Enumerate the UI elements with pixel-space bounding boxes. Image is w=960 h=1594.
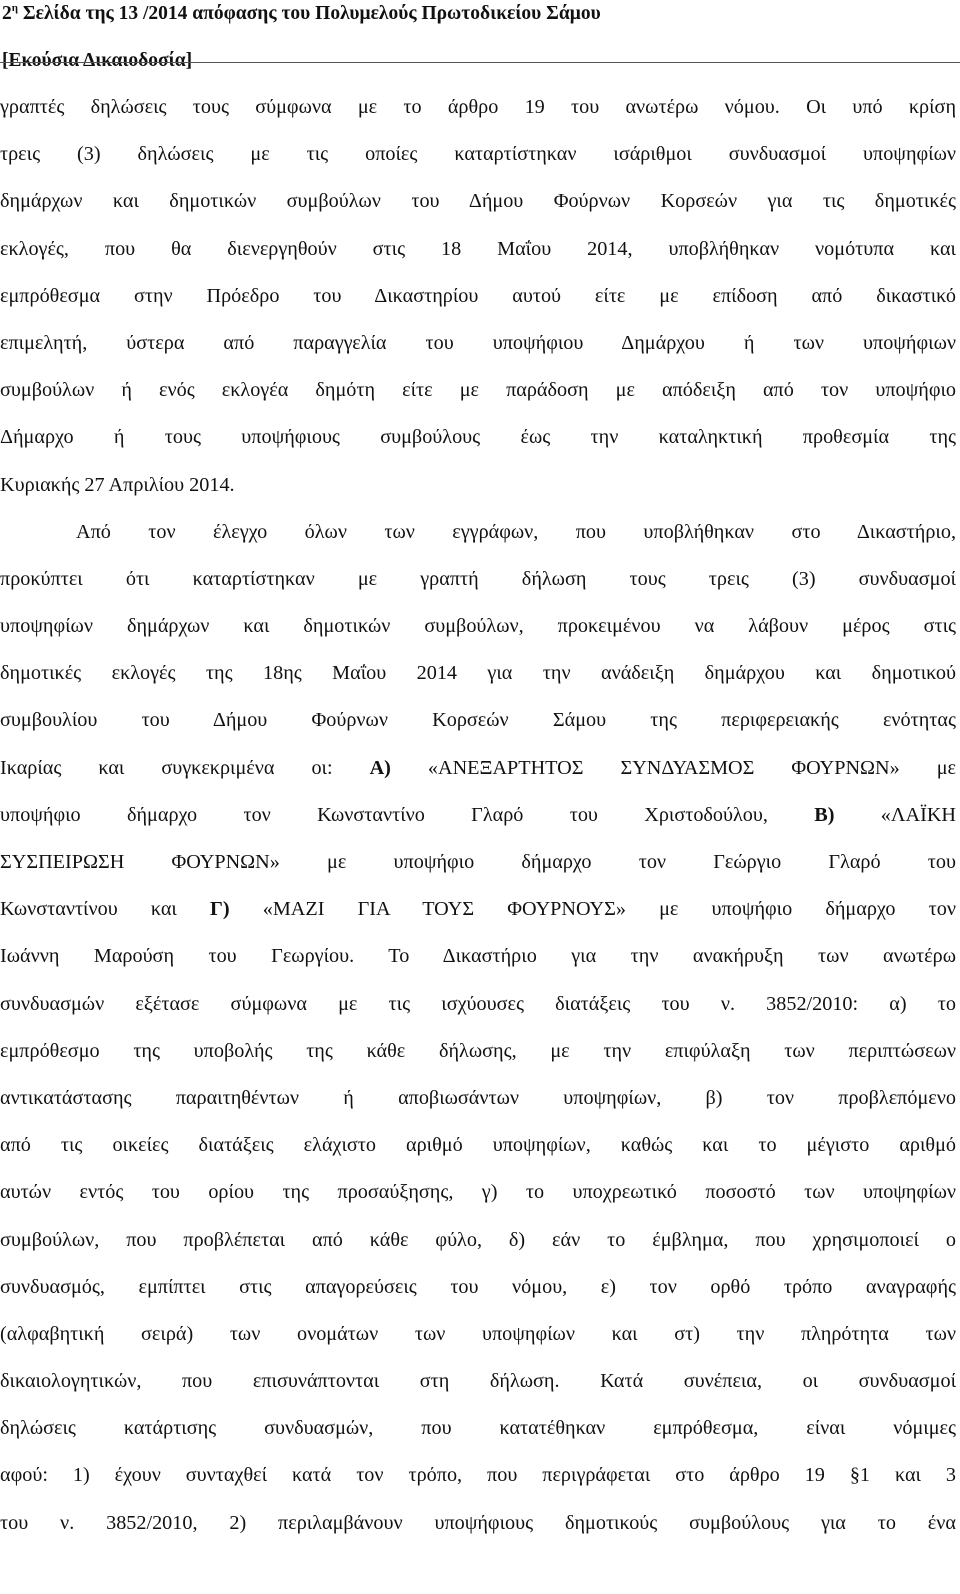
text-line: υποψηφίων δημάρχων και δημοτικών συμβούλων, προκειμένου να λάβουν μέρος στις [0,615,956,638]
text-line: τρεις (3) δηλώσεις με τις οποίες καταρτίστηκαν ισάριθμοι συνδυασμοί υποψηφίων [0,143,956,166]
text-line: ΣΥΣΠΕΙΡΩΣΗ ΦΟΥΡΝΩΝ» με υποψήφιο δήμαρχο τον Γεώργιο Γλαρό του [0,851,956,873]
header-title-text: Σελίδα της 13 /2014 απόφασης του Πολυμελούς Πρωτοδικείου Σάμου [18,3,601,24]
text-line: συνδυασμός, εμπίπτει στις απαγορεύσεις του νόμου, ε) τον ορθό τρόπο αναγραφής [0,1275,956,1298]
text-fragment: Κωνσταντίνου και [0,898,211,921]
list-marker-b: Β) [814,803,835,826]
text-line: εκλογές, που θα διενεργηθούν στις 18 Μαΐου 2014, υποβλήθηκαν νομότυπα και [0,237,956,260]
header-divider [0,62,960,63]
text-line: εμπρόθεσμο της υποβολής της κάθε δήλωσης, με την επιφύλαξη των περιπτώσεων [0,1039,956,1062]
text-fragment: «ΛΑΪΚΗ [834,803,956,826]
text-line [0,745,956,792]
text-line: συνδυασμών εξέτασε σύμφωνα με τις ισχύουσες διατάξεις του ν. 3852/2010: α) το [0,992,956,1015]
text-fragment: «ΑΝΕΞΑΡΤΗΤΟΣ ΣΥΝΔΥΑΣΜΟΣ ΦΟΥΡΝΩΝ» με [390,756,957,779]
text-line: Κυριακής 27 Απριλίου 2014. [0,473,235,496]
text-line: Ιωάννη Μαρούση του Γεωργίου. Το Δικαστήριο για την ανακήρυξη των ανωτέρω [0,945,956,968]
text-line: (αλφαβητική σειρά) των ονομάτων των υποψηφίων και στ) την πληρότητα των [0,1322,956,1345]
list-marker-c: Γ) [210,898,230,921]
text-line: συμβούλων, που προβλέπεται από κάθε φύλο, δ) εάν το έμβλημα, που χρησιμοποιεί ο [0,1228,956,1251]
text-line: συμβουλίου του Δήμου Φούρνων Κορσεών Σάμου της περιφερειακής ενότητας [0,709,956,732]
text-line: δημοτικές εκλογές της 18ης Μαΐου 2014 για την ανάδειξη δημάρχου και δημοτικού [0,662,956,685]
text-line [0,792,956,839]
paragraph-first-line: Από τον έλεγχο όλων των εγγράφων, που υποβλήθηκαν στο Δικαστήριο, [76,520,956,543]
text-line: εμπρόθεσμα στην Πρόεδρο του Δικαστηρίου αυτού είτε με επίδοση από δικαστικό [0,284,956,307]
header-subtitle: [Εκούσια Δικαιοδοσία] [2,50,193,72]
text-fragment: υποψήφιο δήμαρχο τον Κωνσταντίνο Γλαρό του Χριστοδούλου, [0,803,815,826]
header-page-ordinal: η [11,2,18,14]
text-line [0,886,956,933]
text-line: Δήμαρχο ή τους υποψήφιους συμβούλους έως την καταληκτική προθεσμία της [0,426,956,449]
text-line [0,1547,956,1594]
text-line: συμβούλων ή ενός εκλογέα δημότη είτε με παράδοση με απόδειξη από τον υποψήφιο [0,379,956,402]
header-page-number: 2 [2,3,12,24]
text-line: γραπτές δηλώσεις τους σύμφωνα με το άρθρο 19 του ανωτέρω νόμου. Οι υπό κρίση [0,96,956,118]
text-line: αυτών εντός του ορίου της προσαύξησης, γ) το υποχρεωτικό ποσοστό των υποψηφίων [0,1181,956,1204]
list-marker-a: Α) [369,756,391,779]
text-line: του ν. 3852/2010, 2) περιλαμβάνουν υποψήφιους δημοτικούς συμβούλους για το ένα [0,1511,956,1534]
page-header [2,0,952,94]
text-line: δημάρχων και δημοτικών συμβούλων του Δήμου Φούρνων Κορσεών για τις δημοτικές [0,190,956,213]
text-line: αντικατάστασης παραιτηθέντων ή αποβιωσάντων υποψηφίων, β) τον προβλεπόμενο [0,1086,956,1109]
text-line: από τις οικείες διατάξεις ελάχιστο αριθμό υποψηφίων, καθώς και το μέγιστο αριθμό [0,1134,956,1157]
text-line: δικαιολογητικών, που επισυνάπτονται στη δήλωση. Κατά συνέπεια, οι συνδυασμοί [0,1370,956,1393]
header-title [2,0,952,47]
text-line: αφού: 1) έχουν συνταχθεί κατά τον τρόπο, που περιγράφεται στο άρθρο 19 §1 και 3 [0,1464,956,1487]
text-fragment: Ικαρίας και συγκεκριμένα οι: [0,756,370,779]
text-line: προκύπτει ότι καταρτίστηκαν με γραπτή δήλωση τους τρεις (3) συνδυασμοί [0,567,956,590]
text-line: επιμελητή, ύστερα από παραγγελία του υποψήφιου Δημάρχου ή των υποψήφιων [0,331,956,354]
text-line: δηλώσεις κατάρτισης συνδυασμών, που κατατέθηκαν εμπρόθεσμα, είναι νόμιμες [0,1417,956,1440]
document-body [0,84,956,1594]
text-fragment: «ΜΑΖΙ ΓΙΑ ΤΟΥΣ ΦΟΥΡΝΟΥΣ» με υποψήφιο δήμαρχο τον [229,898,956,921]
